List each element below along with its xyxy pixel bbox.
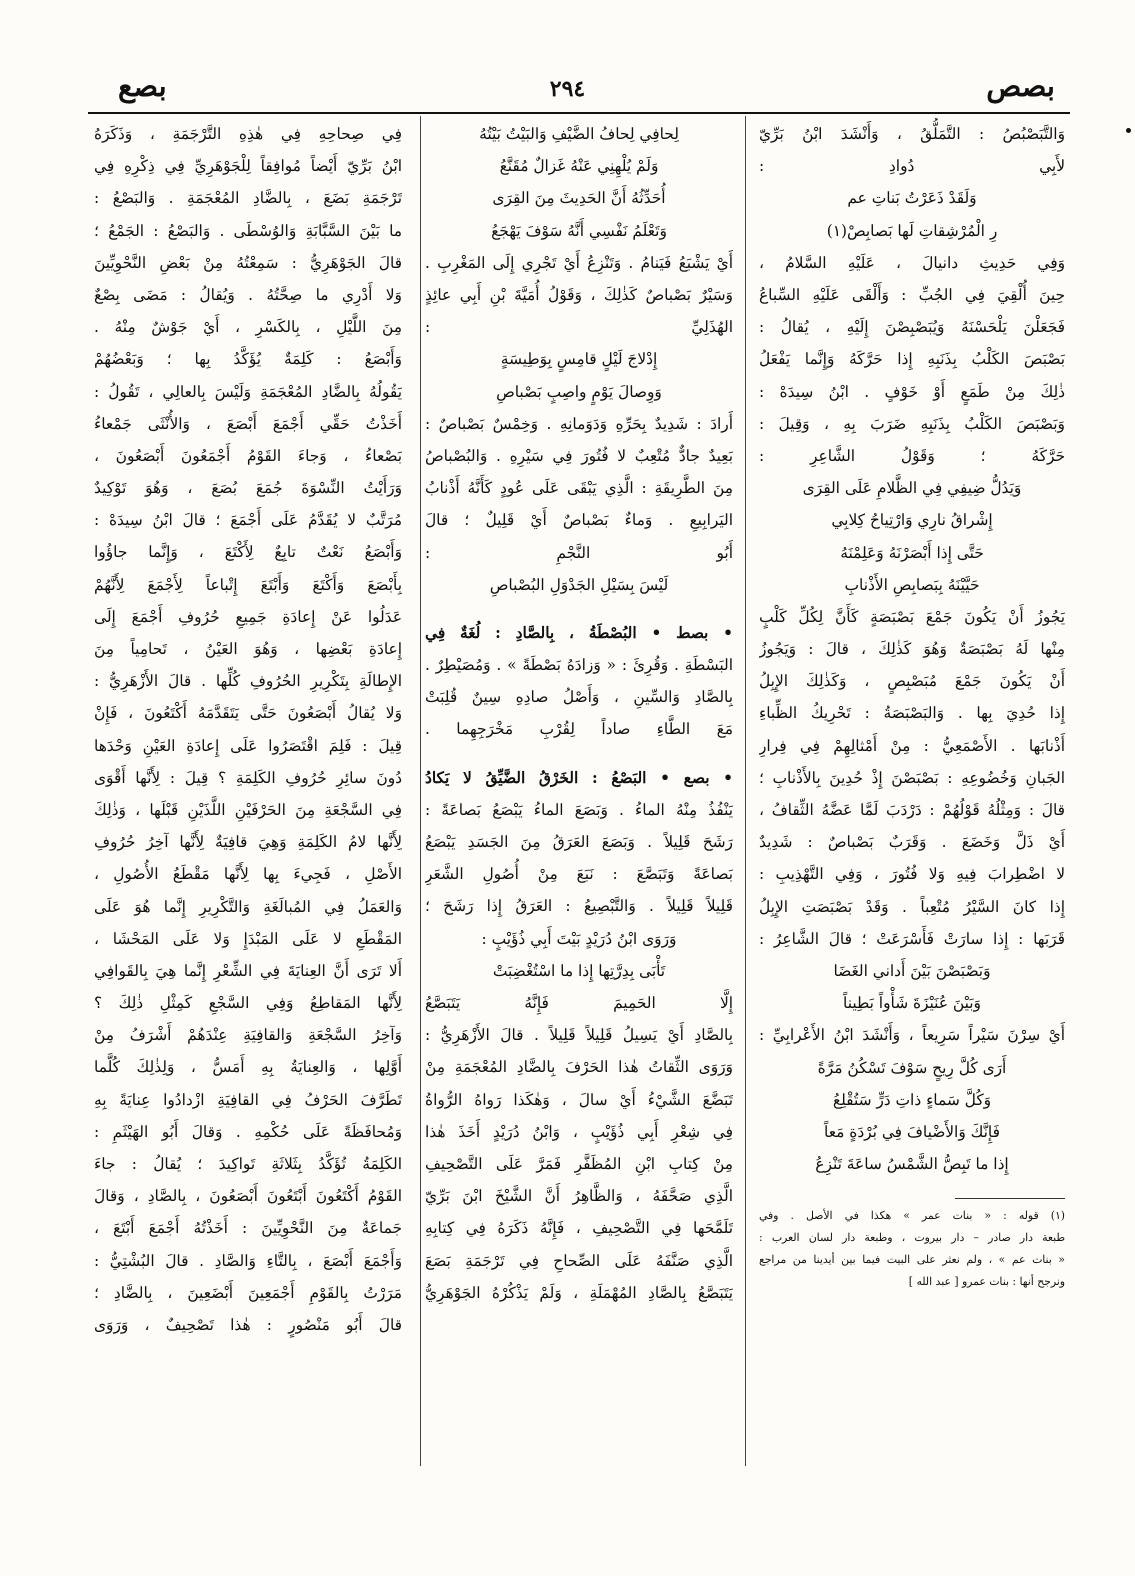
text-line: إِعادَةِ بَعْضِها ، وَهُوَ العَيْنُ ، تَحامِياً مِنَ	[94, 640, 402, 658]
footnote-line: (١) قوله : « بنات عمر » هكذا في الأصل . وفي	[759, 1209, 1065, 1223]
text-line: أَوَّلِها ، وَالعِنايَةُ بِهِ أَمَسُّ ، وَلِذٰلِكَ كُلَّما	[94, 1058, 402, 1077]
verse-line: لَيْسَ بِسَيْلِ الجَدْوَلِ البُصْباصِ	[489, 575, 669, 594]
text-line: وَأَبْصَعُ نَعْتٌ تابِعٌ لِأَكْتَعَ ، وَإِنَّما جاؤُوا	[94, 543, 402, 562]
text-line: مِنْها لَهُ بَصْبَصَةٌ وَهُوَ كَذٰلِكَ ، قالَ : وَيَجُوزُ	[759, 640, 1065, 659]
text-line: ذٰلِكَ مِنْ طَمَعٍ أَوْ خَوْفٍ . ابْنُ سِيدَهْ :	[759, 382, 1065, 401]
verse-line: وَكُلَّ سَماءٍ ذاتِ دَرٍّ سَتُقْلِعُ	[832, 1090, 992, 1109]
verse-line: وَوِصالَ يَوْمٍ واصِبٍ بَصْباصِ	[496, 382, 662, 401]
verse-line: وَتَعْلَمُ نَفْسِي أَنَّهُ سَوْفَ يَهْجَعُ	[491, 221, 667, 240]
text-line: وَلا أَدْرِي ما صِحَّتُهُ . وَيُقالُ : مَضَى بِصْعٌ	[94, 285, 402, 304]
header-root-word-right: بصص	[986, 69, 1055, 103]
verse-line: لِحافِي لِحافُ الضَّيْفِ وَالبَيْتُ بَيْتُهُ	[479, 125, 679, 143]
verse-line: وَبَصْبَصْنَ بَيْنَ أَداني الغَضَا	[833, 961, 991, 980]
verse-line: وَبَيْنَ عُنَيْزَةَ شَأْواً بَطِيناً	[843, 994, 981, 1013]
text-line: وَالتَّبَصْبُصُ : التَّمَلُّقُ ، وَأَنْشَدَ ابْنُ بَرِّيّ	[759, 125, 1065, 143]
text-line: المَقْطَعِ لا عَلَى المَبْدَإِ وَلا عَلَى المَحْشَا ،	[94, 929, 402, 948]
text-line: أَبُو النَّجْمِ :	[425, 543, 733, 562]
text-line: وَبَصْبَصَ الكَلْبُ بِذَنَبِهِ ضَرَبَ بِهِ ، وَقِيلَ :	[759, 414, 1065, 433]
text-line: فِي شِعْرِ أَبِي ذُؤَيْبٍ ، وَابْنُ دُرَيْدٍ أَخَذَ هٰذا	[425, 1122, 733, 1141]
text-line: فِي السَّجْعَةِ مِنَ الحَرْفَيْنِ اللَّذَيْنِ قَبْلَها ، وَذٰلِكَ	[94, 800, 402, 819]
text-line: أَذْنابَها . الأَصْمَعِيُّ : مِنْ أَمْثالِهِمْ فِي فِرارِ	[759, 736, 1065, 755]
text-line: تَرْجَمَةِ بَضَعَ ، بِالضَّادِ المُعْجَمَةِ . وَالبَصْعُ :	[94, 189, 402, 208]
text-line: قِيلَ : فَلِمَ اقْتَصَرُوا عَلَى إِعادَةِ العَيْنِ وَحْدَها	[94, 736, 402, 755]
verse-line: أَرَى كُلَّ رِيحٍ سَوْفَ تَسْكُنُ مَرَّةً	[817, 1058, 1007, 1077]
verse-line: وَيَدُلُّ ضِيفِي فِي الظَّلامِ عَلَى القِرَى	[802, 479, 1022, 498]
text-line: لأَبِي دُوادِ :	[759, 157, 1065, 176]
text-line: اليَرابِيعِ . وَماءٌ بَصْباصٌ أَيْ قَلِيلٌ ؛ قالَ	[425, 511, 733, 530]
margin-dot	[1126, 128, 1131, 133]
verse-line: تَأْبَى بِدِرَّتِها إِذا ما اسْتُغْضِبَتْ	[492, 961, 666, 980]
text-line: يَتَبَصَّعُ بِالصَّادِ المُهْمَلَةِ ، وَلَمْ يَذْكُرْهُ الجَوْهَرِيُّ	[425, 1283, 733, 1302]
text-line: بِالصَّادِ أَيْ يَسِيلُ قَلِيلاً قَلِيلاً . قالَ الأَزْهَرِيُّ :	[425, 1026, 733, 1045]
footnote-rule	[955, 1198, 1065, 1199]
text-line: الَّذِي صَنَّفَهُ عَلَى الصِّحاحِ فِي تَرْجَمَةِ بَصَعَ	[425, 1251, 733, 1270]
text-line: الجَبانِ وَخُضُوعِهِ : بَصْبَصْنَ إِذْ حُدِينَ بِالأَذْنابِ ؛	[759, 768, 1065, 787]
text-line: وَفِي حَدِيثِ دانيالَ ، عَلَيْهِ السَّلامُ ،	[759, 253, 1065, 272]
text-line: تَلَمَّحَها فِي التَّصْحِيفِ ، فَإِنَّهُ ذَكَرَهُ فِي كِتابِهِ	[425, 1219, 733, 1238]
verse-line: حَتَّى إِذا أَبْصَرْنَهُ وَعَلِمْنَهُ	[840, 543, 984, 562]
text-line: بَصاعَةً وَتَبَصَّعَ : نَبَعَ مِنْ أُصُولِ الشَّعَرِ	[425, 865, 733, 884]
text-line: حَرَّكَهُ ؛ وَقَوْلُ الشَّاعِرِ :	[759, 446, 1065, 465]
footnote-line: طبعة دار صادر – دار بيروت ، وطبعة دار لسان العرب :	[759, 1231, 1065, 1245]
text-line: بَصْبَصَ الكَلْبُ بِذَنَبِهِ إِذا حَرَّكَهُ وَإِنَّما يَفْعَلُ	[759, 350, 1065, 369]
text-line: القَوْمُ أَكْتَعُونَ أَبْتَعُونَ أَبْصَعُونَ ، بِالصَّادِ ، وَقالَ	[94, 1187, 402, 1206]
text-line: • بصع • البَصْعُ : الخَرْقُ الضَّيِّقُ لا يَكادُ	[425, 768, 733, 787]
text-line: دُونَ سائِرِ حُرُوفِ الكَلِمَةِ ؟ قِيلَ : لِأَنَّها أَقْوَى	[94, 768, 402, 787]
text-line: يَجُوزُ أَنْ يَكُونَ جَمْعَ بَصْبَصَةٍ كَأَنَّ لِكُلِّ كَلْبٍ	[759, 607, 1065, 626]
text-line: مِنْ كِتابِ ابْنِ المُظَفَّرِ فَمَرَّ عَلَى التَّصْحِيفِ	[425, 1154, 733, 1173]
verse-line: وَلَمْ يُلْهِنِي عَنْهُ غَزالٌ مُقَنَّعُ	[499, 157, 659, 176]
text-line: قالَ الجَوْهَرِيُّ : سَمِعْتُهُ مِنْ بَعْضِ النَّحْوِيِّينَ	[94, 253, 402, 272]
column-left	[94, 118, 402, 1463]
text-line: الإِطالَةِ بِتَكْرِيرِ الحُرُوفِ كُلِّها . قالَ الأَزْهَرِيُّ :	[94, 672, 402, 691]
text-line: قالَ : وَمِثْلُهُ قَوْلُهُمْ : دَرْدَبَ لَمَّا عَضَّهُ الثِّقافُ ،	[759, 801, 1065, 820]
header-root-word-left: بصع	[118, 69, 167, 103]
column-middle	[425, 118, 733, 1463]
verse-line: فَإِنَّكَ وَالأَضْيافَ فِي بُرْدَةٍ مَعاً	[824, 1122, 1000, 1141]
text-line: فِي صِحاحِهِ فِي هٰذِهِ التَّرْجَمَةِ ، وَذَكَرَهُ	[94, 125, 402, 143]
text-line: بِالصَّادِ وَالسِّينِ ، وَأَصْلُ صادِهِ سِينٌ قُلِبَتْ	[425, 688, 733, 707]
text-line: ابْنُ بَرِّيّ أَيْضاً مُوافِقاً لِلْجَوْهَرِيِّ فِي ذِكْرِهِ فِي	[94, 157, 402, 176]
text-line: الهُذَلِيِّ :	[425, 318, 733, 337]
verse-line: وَلَقَدْ ذَعَرْتُ بَناتِ عم	[847, 189, 977, 208]
text-line: أَيْ ذَلَّ وَخَضَعَ . وَقَرَبٌ بَصْباصٌ : شَدِيدٌ	[759, 833, 1065, 852]
text-line: بَصْعاءُ ، وَجاءَ القَوْمُ أَجْمَعُونَ أَبْصَعُونَ ،	[94, 446, 402, 465]
text-line: مَعَ الطَّاءِ صاداً لِقُرْبِ مَخْرَجِهِما .	[425, 720, 733, 739]
text-line: فَجَعَلْنَ يَلْحَسْنَهُ وَيُبَصْبِصْنَ إِلَيْهِ ، يُقالُ :	[759, 318, 1065, 337]
text-line: جَماعَةٌ مِنَ النَّحْوِيِّينَ : أَخَذْتُهُ أَجْمَعَ أَبْتَعَ ،	[94, 1219, 402, 1238]
text-line: وَلا يُقالُ أَبْصَعُونَ حَتَّى يَتَقَدَّمَهُ أَكْتَعُونَ ، فَإِنْ	[94, 704, 402, 723]
text-line: قَلِيلاً قَلِيلاً . وَالتَّبْصِيعُ : العَرَقُ إِذا رَشَحَ ؛	[425, 897, 733, 916]
verse-line: رِ الْمُرْشِقاتِ لَها بَصابِصْ(١)	[826, 221, 998, 240]
text-line: أَنْ يَكُونَ جَمْعَ مُبَصْبِصٍ ، وَكَذٰلِكَ الإِبِلُ	[759, 672, 1065, 691]
text-line: يَقُولُهُ بِالضَّادِ المُعْجَمَةِ وَلَيْسَ بِالعالِي ، تَقُولُ :	[94, 382, 402, 401]
text-line: لا اضْطِرابَ فِيهِ وَلا فُتُورَ ، وَفِي التَّهْذِيبِ :	[759, 865, 1065, 884]
text-line: إِلَّا الحَمِيمَ فَإِنَّهُ يَتَبَصَّعُ	[425, 994, 733, 1013]
text-line: أَلا تَرَى أَنَّ العِنايَةَ فِي الشِّعْرِ إِنَّما هِيَ بِالقَوافِي	[94, 961, 402, 980]
text-line: وَأَبْصَعُ : كَلِمَةٌ يُؤَكَّدُ بِها ؛ وَبَعْضُهُمْ	[94, 350, 402, 369]
text-line: يَنْفُذُ مِنْهُ الماءُ . وَبَصَعَ الماءُ يَبْصَعُ بَصاعَةً :	[425, 800, 733, 819]
column-right	[759, 118, 1065, 1463]
column-divider-right	[745, 116, 746, 1466]
text-line: أَخَذْتُ حَقِّي أَجْمَعَ أَبْصَعَ ، وَالأُنْثَى جَمْعاءُ	[94, 414, 402, 433]
text-line: وَرَأَيْتُ النِّسْوَةَ جُمَعَ بُصَعَ ، وَهُوَ تَوْكِيدٌ	[94, 479, 402, 498]
verse-line: أُحَدِّثُهُ أَنَّ الحَدِيثَ مِنَ القِرَى	[492, 189, 666, 208]
text-line: قَرَبَها : إِذا سارَتْ فَأَسْرَعَتْ ؛ قالَ الشَّاعِرُ :	[759, 929, 1065, 948]
entry-separator	[425, 601, 733, 617]
text-line: لِأَنَّها المَقاطِعُ وَفِي السَّجْعِ كَمِثْلِ ذٰلِكَ ؟	[94, 994, 402, 1013]
text-line: مِنَ اللَّيْلِ ، بِالكَسْرِ ، أَيْ جَوْشٌ مِنْهُ .	[94, 318, 402, 337]
text-line: بِأَبْصَعَ وَأَكْتَعَ وَأَبْتَعَ إِتْباعاً لِأَجْمَعَ لِأَنَّهُمْ	[94, 575, 402, 594]
text-line: تَبَضَّعَ الشَّيْءُ أَيْ سالَ ، وَهٰكَذا رَواهُ الرُّواةُ	[425, 1090, 733, 1109]
text-line: ما بَيْنَ السَّبَّابَةِ وَالوُسْطَى . وَالبَصْعُ : الجَمْعُ ؛	[94, 221, 402, 240]
text-line: تَطَرَّفَ الحَرْفُ فِي القافِيَةِ ازْدادُوا عِنايَةً بِهِ	[94, 1090, 402, 1109]
column-divider-left	[420, 116, 421, 1466]
text-line: • بصط • البُصْطَةُ ، بِالصَّادِ : لُغَةٌ فِي	[425, 623, 733, 642]
text-line: إِذا حُدِيَ بِها . وَالبَصْبَصَةُ : تَحْرِيكُ الظِّباءِ	[759, 704, 1065, 723]
verse-line: إِذا ما تَبِصُّ الشَّمْسُ ساعَةَ تَنْزِعُ	[815, 1155, 1009, 1174]
text-line: رَشَحَ قَلِيلاً . وَبَصَعَ العَرَقُ مِنَ الجَسَدِ يَبْصَعُ	[425, 833, 733, 852]
header-rule	[88, 112, 1070, 114]
verse-line: حَيَّيْنَهُ بِبَصابِصِ الأَذْنابِ	[844, 575, 980, 594]
footnote-line: ونرجح أنها : بنات عمرو [ عبد الله ]	[908, 1275, 1065, 1289]
text-line: وَأَجْمَعَ أَبْصَعَ ، بِالتَّاءِ وَالصَّادِ . قالَ البُشْتِيُّ :	[94, 1251, 402, 1270]
text-line: البَسْطَةِ . وَقُرِئَ : « وَزادَهُ بَصْطَةً » . وَمُصَيْطِرٌ .	[425, 656, 733, 675]
text-line: قالَ أَبُو مَنْصُورٍ : هٰذا تَصْحِيفٌ ، وَرَوَى	[94, 1315, 402, 1334]
text-line: الكَلِمَةُ تُؤَكَّدُ بِثَلاثَةِ تَواكِيدَ ؛ يُقالُ : جاءَ	[94, 1155, 402, 1173]
text-line: وَسَيْرٌ بَصْباصٌ كَذٰلِكَ ، وَقَوْلُ أُمَيَّةَ بْنِ أَبِي عائِذٍ	[425, 286, 733, 304]
text-line: وَآخِرُ السَّجْعَةِ وَالقافِيَةِ عِنْدَهُمْ أَشْرَفُ مِنْ	[94, 1026, 402, 1045]
text-line: إِذا كانَ السَّيْرُ مُتْعِباً . وَقَدْ بَصْبَصَتِ الإِبِلُ	[759, 897, 1065, 916]
verse-line: إِشْراقُ نارِي وَارْتِياحُ كِلابِي	[831, 511, 993, 530]
text-line: وَرَوَى الثِّقاتُ هٰذا الحَرْفَ بِالضَّادِ المُعْجَمَةِ مِنْ	[425, 1058, 733, 1077]
text-line: أَيْ سِرْنَ سَيْراً سَرِيعاً ، وَأَنْشَدَ ابْنُ الأَعْرابِيِّ :	[759, 1026, 1065, 1045]
verse-line: إِدْلاجَ لَيْلٍ قامِسٍ بِوَطِيسَةٍ	[500, 350, 658, 369]
verse-line: وَرَوَى ابْنُ دُرَيْدٍ بَيْتَ أَبِي ذُؤَيْبٍ :	[481, 929, 677, 948]
text-line: مُرَتَّبٌ لا يُقَدَّمُ عَلَى أَجْمَعَ ؛ قالَ ابْنُ سِيدَهْ :	[94, 511, 402, 530]
page-number: ٢٩٤	[549, 76, 586, 102]
text-line: وَمُحافَظَةً عَلَى حُكْمِهِ . وَقالَ أَبُو الهَيْثَمِ :	[94, 1122, 402, 1141]
text-line: وَالعَمَلُ فِي المُبالَغَةِ وَالتَّكْرِيرِ إِنَّما هُوَ عَلَى	[94, 897, 402, 916]
text-line: مَرَرْتُ بِالقَوْمِ أَجْمَعِينَ أَبْضَعِينَ ، بِالضَّادِ ؛	[94, 1283, 402, 1302]
text-line: الأَصْلِ ، فَجِيءَ بِها لِأَنَّها مَقْطَعُ الأُصُولِ ،	[94, 865, 402, 884]
text-line: بَعِيدٌ جادٌّ مُتْعِبٌ لا فُتُورَ فِي سَيْرِهِ . وَالبُصْباصُ	[425, 446, 733, 465]
text-line: حِينَ أُلْقِيَ فِي الجُبِّ : وَأَلْقَى عَلَيْهِ السِّباعُ	[759, 285, 1065, 304]
text-line: الَّذِي صَحَّفَهُ ، وَالظَّاهِرُ أَنَّ الشَّيْخَ ابْنَ بَرِّيّ	[425, 1187, 733, 1206]
text-line: عَدَلُوا عَنْ إِعادَةِ جَمِيعِ حُرُوفِ أَجْمَعَ إِلَى	[94, 607, 402, 626]
text-line: أَرادَ : شَدِيدٌ بِحَرِّهِ وَدَوَمانِهِ . وَخِمْسٌ بَصْباصٌ :	[425, 414, 733, 433]
text-line: لِأَنَّها لامُ الكَلِمَةِ وَهِيَ قافِيَةٌ لِأَنَّها آخِرُ حُرُوفِ	[94, 833, 402, 852]
footnote-line: « بنات عم » ، ولم نعثر على البيت فيما بين أيدينا من مراجع	[759, 1253, 1065, 1267]
text-line: أَيْ يَشْبَعُ فَيَنامُ . وَتَنْزِعُ أَيْ تَجْرِي إِلَى المَغْرِبِ .	[425, 253, 733, 272]
entry-separator	[425, 746, 733, 762]
text-line: مِنَ الطَّرِيقَةِ : الَّذِي يَبْقَى عَلَى عُودٍ كَأَنَّهُ أَذْنابُ	[425, 479, 733, 498]
